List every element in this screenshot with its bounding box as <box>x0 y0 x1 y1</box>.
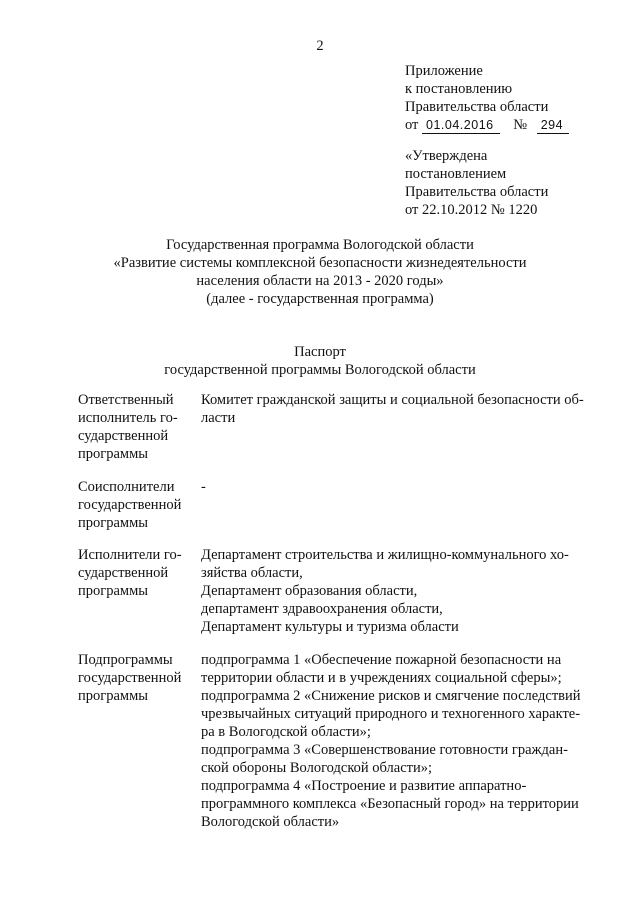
handwritten-number: 294 <box>537 118 569 134</box>
row-label <box>78 391 190 463</box>
value-line: Департамент строительства и жилищно-коммунального хо- <box>201 547 569 563</box>
value-line: программного комплекса «Безопасный город» на территории <box>201 796 579 812</box>
row-label <box>78 478 190 532</box>
passport-line: Паспорт <box>294 344 346 360</box>
approved-line: «Утверждена <box>405 148 488 164</box>
row-label <box>78 651 190 705</box>
approved-block <box>405 147 548 219</box>
value-line: подпрограмма 2 «Снижение рисков и смягчение последствий <box>201 688 581 704</box>
value-line: ра в Вологодской области»; <box>201 724 371 740</box>
label-line: программы <box>78 583 148 599</box>
row-label <box>78 546 190 600</box>
approved-line: постановлением <box>405 166 507 182</box>
handwritten-date: 01.04.2016 <box>422 118 500 134</box>
value-line: Комитет гражданской защиты и социальной безопасности об- <box>201 392 584 408</box>
label-line: Соисполнители <box>78 479 175 495</box>
value-line: подпрограмма 3 «Совершенствование готовности граждан- <box>201 742 568 758</box>
label-line: государственной <box>78 497 182 513</box>
value-line: чрезвычайных ситуаций природного и техногенного характе- <box>201 706 581 722</box>
page-number: 2 <box>316 38 324 54</box>
label-line: сударственной <box>78 428 169 444</box>
value-line: ской обороны Вологодской области»; <box>201 760 433 776</box>
number-sign: № <box>513 117 528 133</box>
label-line: Ответственный <box>78 392 174 408</box>
appendix-date-line <box>405 116 569 134</box>
value-line: ласти <box>201 410 236 426</box>
row-value <box>201 478 612 496</box>
value-line: подпрограмма 4 «Построение и развитие аппаратно- <box>201 778 527 794</box>
date-prefix: от <box>405 117 419 133</box>
document-title <box>0 236 640 308</box>
passport-heading <box>0 343 640 379</box>
row-value <box>201 391 612 427</box>
approved-line: Правительства области <box>405 184 549 200</box>
label-line: государственной <box>78 670 182 686</box>
appendix-line: к постановлению <box>405 81 513 97</box>
value-line: территории области и в учреждениях социальной сферы»; <box>201 670 562 686</box>
value-line: департамент здравоохранения области, <box>201 601 443 617</box>
title-line: (далее - государственная программа) <box>206 291 434 307</box>
value-line: зяйства области, <box>201 565 303 581</box>
label-line: Исполнители го- <box>78 547 182 563</box>
value-line: подпрограмма 1 «Обеспечение пожарной безопасности на <box>201 652 562 668</box>
value-line: Вологодской области» <box>201 814 340 830</box>
value-line: Департамент культуры и туризма области <box>201 619 459 635</box>
label-line: Подпрограммы <box>78 652 173 668</box>
row-value <box>201 546 612 636</box>
label-line: исполнитель го- <box>78 410 178 426</box>
passport-line: государственной программы Вологодской области <box>164 362 476 378</box>
label-line: программы <box>78 446 148 462</box>
appendix-block <box>405 62 569 134</box>
row-value <box>201 651 612 831</box>
value-line: - <box>201 479 206 495</box>
approved-line: от 22.10.2012 № 1220 <box>405 202 538 218</box>
label-line: программы <box>78 515 148 531</box>
appendix-line: Правительства области <box>405 99 549 115</box>
title-line: Государственная программа Вологодской области <box>166 237 474 253</box>
value-line: Департамент образования области, <box>201 583 418 599</box>
appendix-line: Приложение <box>405 63 483 79</box>
label-line: программы <box>78 688 148 704</box>
title-line: «Развитие системы комплексной безопасности жизнедеятельности <box>113 255 527 271</box>
title-line: населения области на 2013 - 2020 годы» <box>196 273 444 289</box>
label-line: сударственной <box>78 565 169 581</box>
